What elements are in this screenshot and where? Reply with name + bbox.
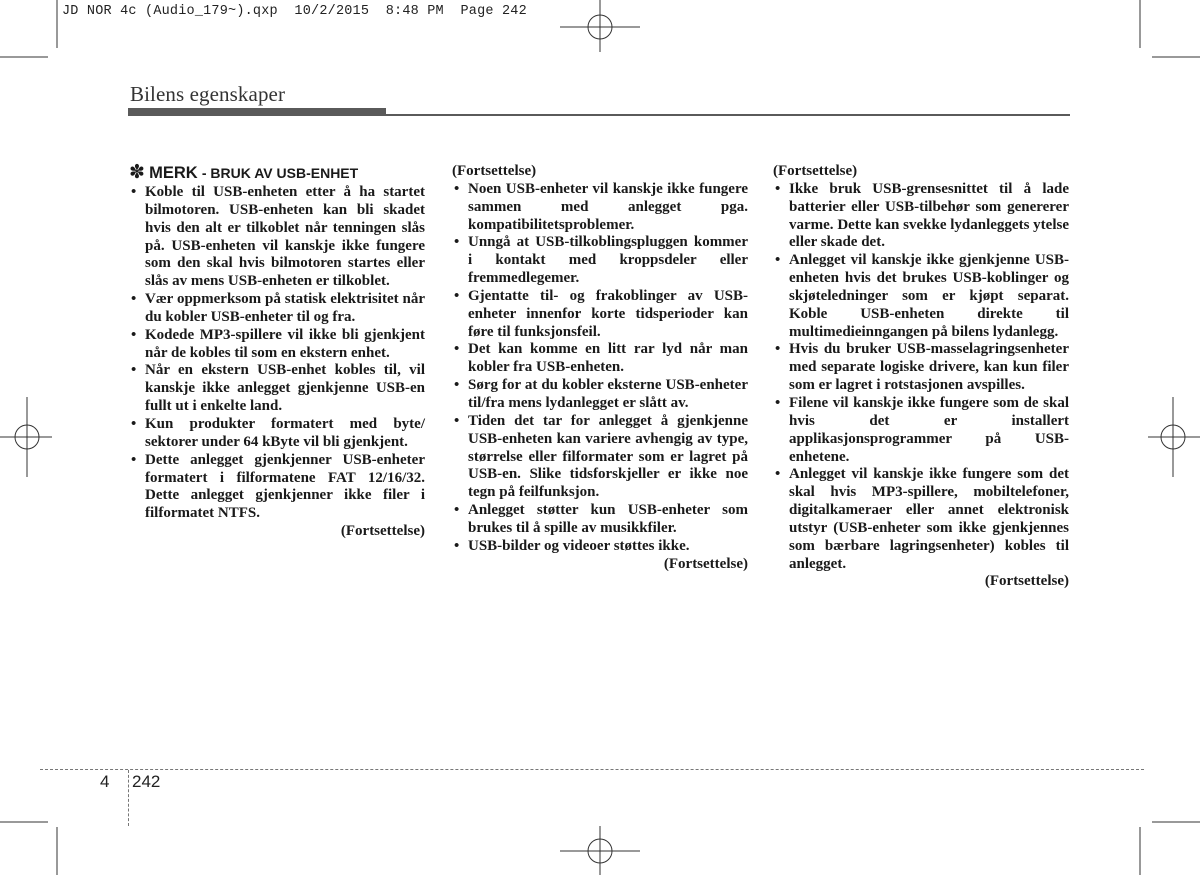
footer-divider bbox=[128, 770, 129, 826]
registration-mark-left bbox=[0, 397, 52, 477]
list-item: • Hvis du bruker USB-masselagringsenheter med separate logiske drivere, kan kun filer som er lagret i rotstasjonen avspilles. bbox=[773, 341, 1069, 395]
list-item: • Kun produkter formatert med byte/ sektorer under 64 kByte vil bli gjenkjent. bbox=[129, 416, 425, 452]
list-item: • Vær oppmerksom på statisk elektrisitet når du kobler USB-enheter til og fra. bbox=[129, 291, 425, 327]
registration-mark-right bbox=[1148, 397, 1200, 477]
text-column-3 bbox=[773, 163, 1069, 591]
list-item: • Ikke bruk USB-grensesnittet til å lade batterier eller USB-tilbehør som genererer varme. Dette kan svekke lydanleggets ytelse eller skade det. bbox=[773, 181, 1069, 252]
list-item: • Tiden det tar for anlegget å gjenkjenne USB-enheten kan variere avhengig av type, størrelse eller filformater som er lagret på USB-en. Slike tidsforskjeller er ikke noe tegn på feilfunksjon. bbox=[452, 413, 748, 502]
note-subtitle: - BRUK AV USB-ENHET bbox=[201, 165, 359, 181]
header-rule-thin bbox=[386, 114, 1070, 116]
continued-label: (Fortsettelse) bbox=[984, 573, 1069, 590]
list-item: • Dette anlegget gjenkjenner USB-enheter formatert i filformatene FAT 12/16/32. Dette anlegget gjenkjenner ikke filer i filformatet NTFS. bbox=[129, 452, 425, 523]
page-number: 242 bbox=[132, 772, 161, 791]
note-star-icon: ✽ bbox=[129, 162, 145, 183]
continued-label-top: (Fortsettelse) bbox=[452, 163, 537, 179]
bullet-list bbox=[452, 181, 748, 556]
note-heading bbox=[129, 163, 425, 184]
text-column-2 bbox=[452, 163, 748, 573]
list-item: • Gjentatte til- og frakoblinger av USB-enheter innenfor korte tidsperioder kan føre til funksjonsfeil. bbox=[452, 288, 748, 342]
bullet-list bbox=[773, 181, 1069, 574]
text-column-1 bbox=[129, 163, 425, 541]
section-title: Bilens egenskaper bbox=[130, 82, 286, 106]
continued-label: (Fortsettelse) bbox=[340, 523, 425, 540]
list-item: • Anlegget støtter kun USB-enheter som brukes til å spille av musikkfiler. bbox=[452, 502, 748, 538]
chapter-number: 4 bbox=[100, 772, 110, 791]
footer-rule bbox=[40, 769, 1144, 770]
continued-label: (Fortsettelse) bbox=[663, 555, 748, 572]
print-slug-line: JD NOR 4c (Audio_179~).qxp 10/2/2015 8:48 PM Page 242 bbox=[62, 4, 527, 19]
list-item: • USB-bilder og videoer støttes ikke. bbox=[452, 538, 748, 556]
header-rule-thick bbox=[128, 108, 386, 116]
continued-label-top: (Fortsettelse) bbox=[773, 163, 858, 179]
list-item: • Filene vil kanskje ikke fungere som de skal hvis det er installert applikasjonsprogrammer på USB-enhetene. bbox=[773, 395, 1069, 466]
list-item: • Anlegget vil kanskje ikke gjenkjenne USB-enheten hvis det brukes USB-koblinger og skjøteledninger som er kjøpt separat. Koble USB-enheten direkte til multimedieinngangen på bilens lydanlegg. bbox=[773, 252, 1069, 341]
list-item: • Det kan komme en litt rar lyd når man kobler fra USB-enheten. bbox=[452, 341, 748, 377]
list-item: • Noen USB-enheter vil kanskje ikke fungere sammen med anlegget pga. kompatibilitetsproblemer. bbox=[452, 181, 748, 235]
registration-mark-bottom bbox=[560, 826, 640, 875]
list-item: • Unngå at USB-tilkoblingspluggen kommer i kontakt med kroppsdeler eller fremmedlegemer. bbox=[452, 234, 748, 288]
list-item: • Sørg for at du kobler eksterne USB-enheter til/fra mens lydanlegget er slått av. bbox=[452, 377, 748, 413]
note-label: MERK bbox=[149, 164, 198, 182]
list-item: • Koble til USB-enheten etter å ha startet bilmotoren. USB-enheten kan bli skadet hvis den alt er tilkoblet når tenningen slås på. USB-enheten vil kanskje ikke fungere som den skal hvis bilmotoren startes eller slås av mens USB-enheten er tilkoblet. bbox=[129, 184, 425, 291]
list-item: • Når en ekstern USB-enhet kobles til, vil kanskje ikke anlegget gjenkjenne USB-en fullt ut i enkelte land. bbox=[129, 362, 425, 416]
list-item: • Kodede MP3-spillere vil ikke bli gjenkjent når de kobles til som en ekstern enhet. bbox=[129, 327, 425, 363]
registration-mark-top bbox=[560, 0, 640, 52]
bullet-list bbox=[129, 184, 425, 523]
list-item: • Anlegget vil kanskje ikke fungere som det skal hvis MP3-spillere, mobiltelefoner, digitalkameraer eller annet elektronisk utstyr (USB-enheter som ikke gjenkjennes som bærbare lagringsenheter) kobles til anlegget. bbox=[773, 466, 1069, 573]
